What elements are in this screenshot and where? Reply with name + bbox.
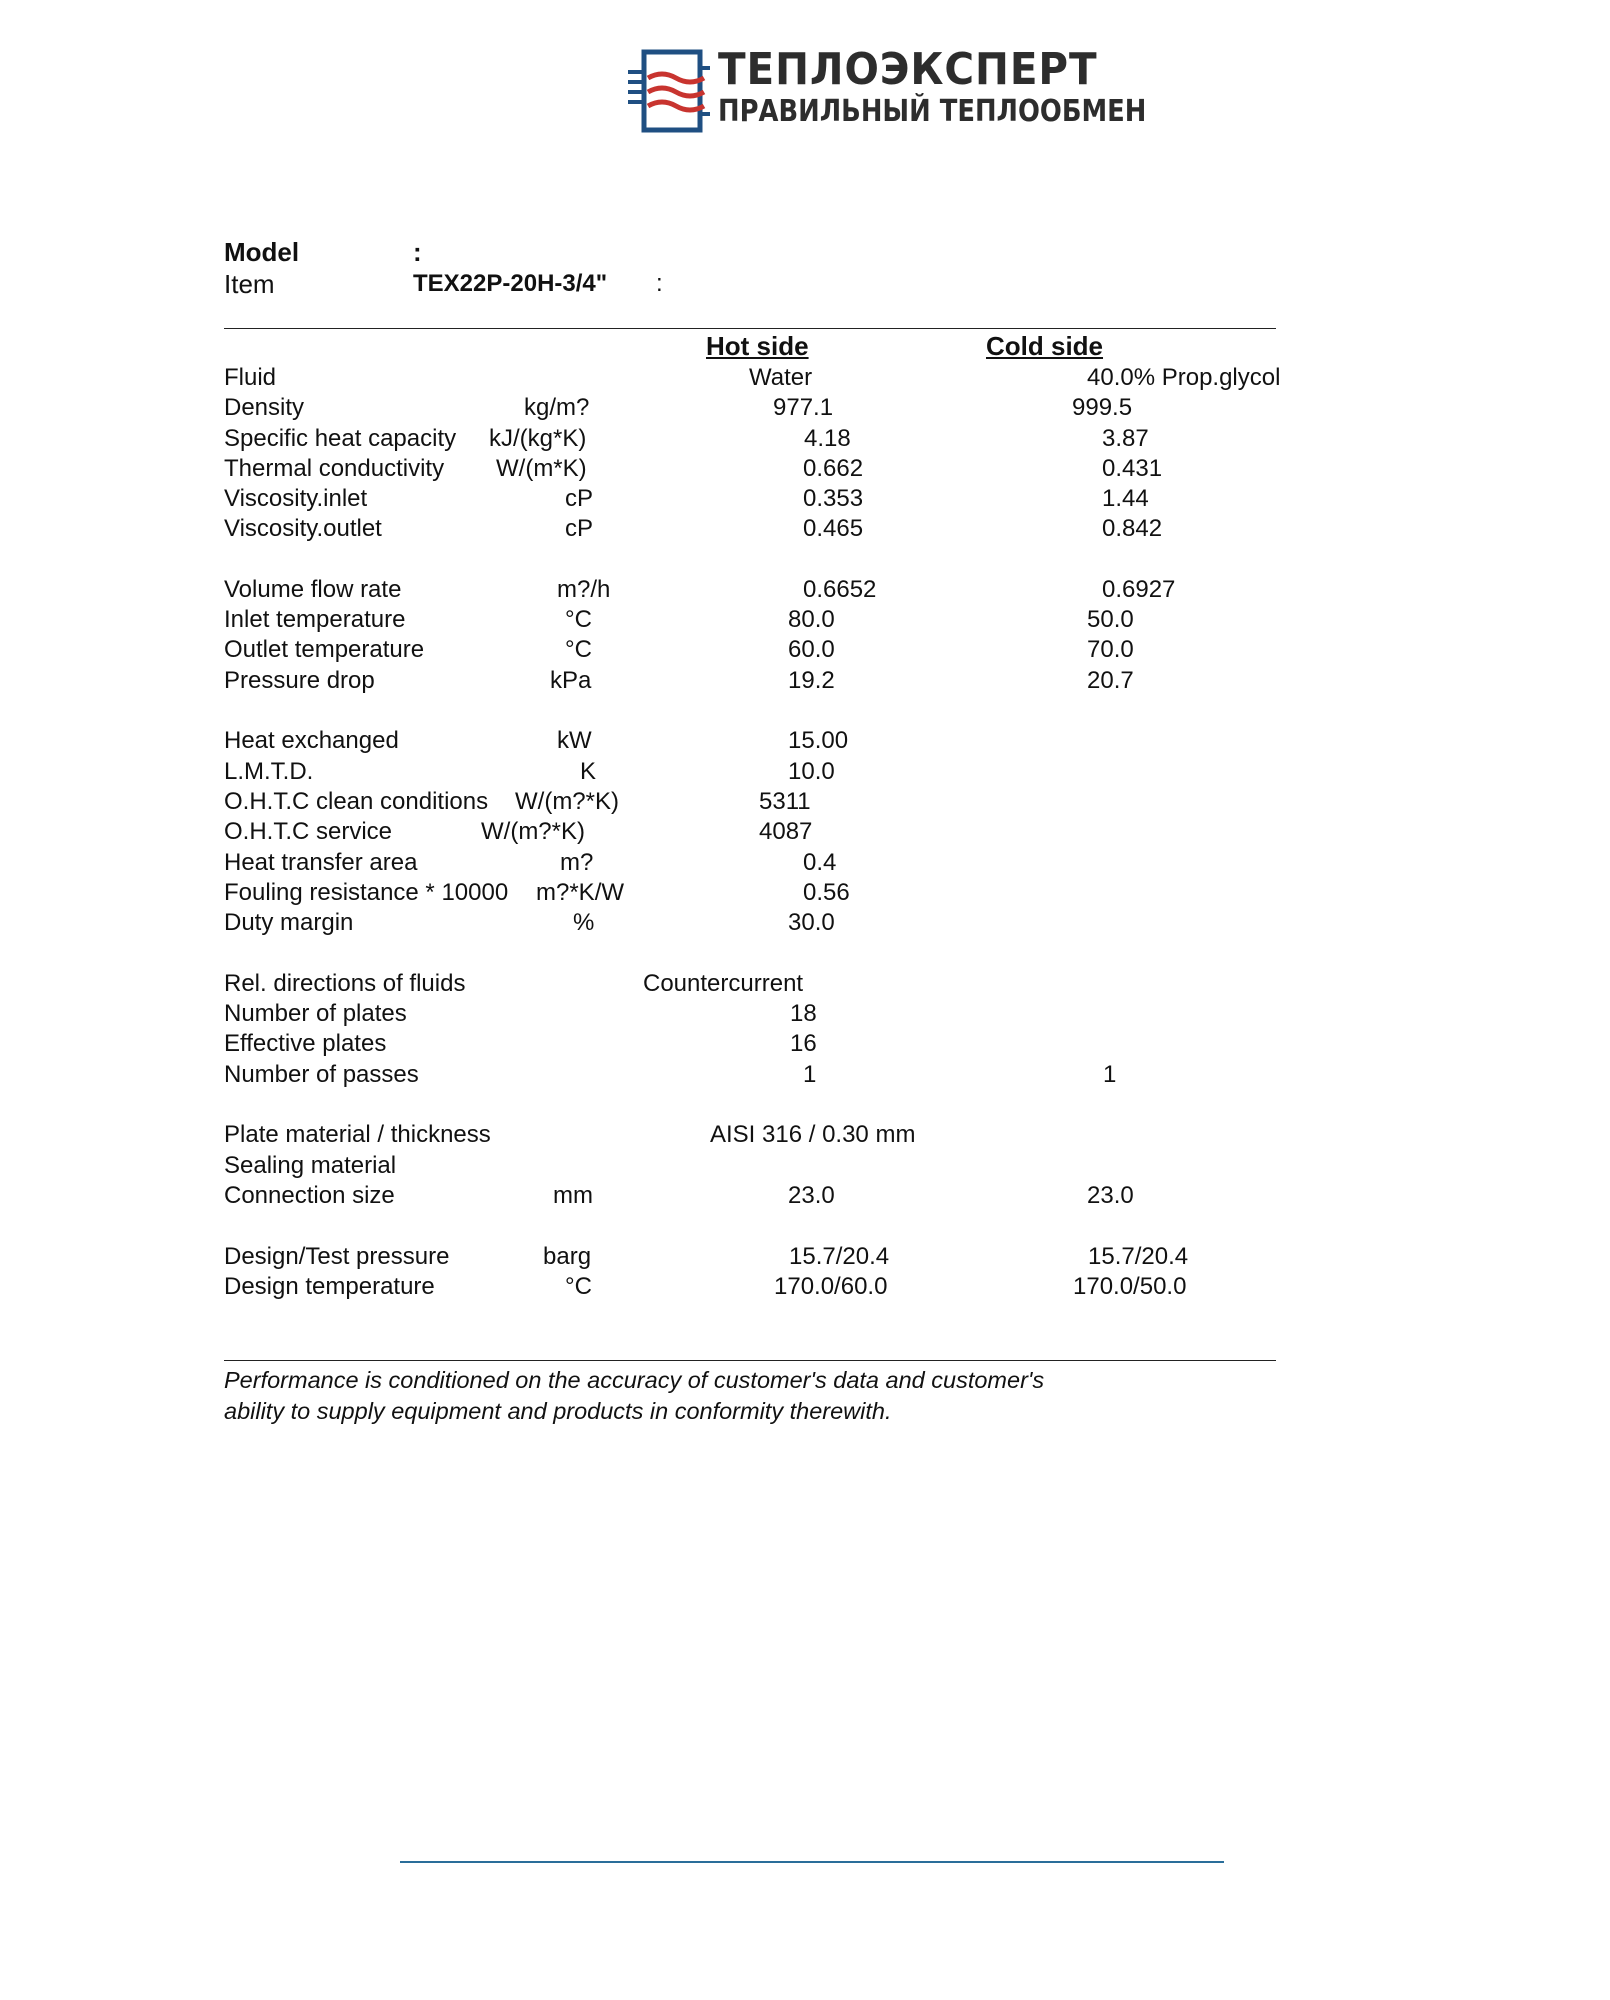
row-label: Plate material / thickness xyxy=(224,1121,491,1148)
hot-value: 60.0 xyxy=(788,636,835,663)
unit: °C xyxy=(565,606,592,633)
hot-value: 0.465 xyxy=(803,515,864,542)
unit: W/(m?*K) xyxy=(481,818,585,845)
unit: W/(m*K) xyxy=(496,455,587,482)
bottom-divider xyxy=(224,1360,1276,1361)
row-label: Fluid xyxy=(224,364,277,391)
model-label: Model xyxy=(224,237,300,267)
unit: kJ/(kg*K) xyxy=(489,425,587,452)
cold-value: 23.0 xyxy=(1087,1182,1134,1209)
hot-value: AISI 316 / 0.30 mm xyxy=(710,1121,916,1148)
row-label: Volume flow rate xyxy=(224,576,402,603)
row-label: Rel. directions of fluids xyxy=(224,970,466,997)
hot-value: 19.2 xyxy=(788,667,835,694)
row-label: Design/Test pressure xyxy=(224,1243,450,1270)
row-label: O.H.T.C service xyxy=(224,818,393,845)
cold-value: 50.0 xyxy=(1087,606,1134,633)
hot-value: 170.0/60.0 xyxy=(774,1273,888,1300)
unit: m?*K/W xyxy=(536,879,625,906)
row-label: Viscosity.outlet xyxy=(224,515,382,542)
cold-value: 170.0/50.0 xyxy=(1073,1273,1187,1300)
row-label: Density xyxy=(224,394,305,421)
cold-value: 15.7/20.4 xyxy=(1088,1243,1189,1270)
unit: kg/m? xyxy=(524,394,590,421)
unit: % xyxy=(573,909,595,936)
hot-value: 18 xyxy=(790,1000,817,1027)
row-label: Number of plates xyxy=(224,1000,407,1027)
hot-value: Water xyxy=(749,364,813,391)
hot-value: 0.662 xyxy=(803,455,864,482)
disclaimer-line-1: Performance is conditioned on the accuracy of customer's data and customer's xyxy=(224,1367,1045,1393)
row-label: Duty margin xyxy=(224,909,354,936)
unit: kPa xyxy=(550,667,592,694)
row-label: Heat transfer area xyxy=(224,849,418,876)
hot-value: 10.0 xyxy=(788,758,835,785)
hot-value: 977.1 xyxy=(773,394,834,421)
hot-value: 5311 xyxy=(759,788,811,815)
hot-value: 0.353 xyxy=(803,485,864,512)
row-label: Thermal conductivity xyxy=(224,455,445,482)
logo-subtitle: ПРАВИЛЬНЫЙ ТЕПЛООБМЕН xyxy=(718,94,1147,129)
hot-value: 15.00 xyxy=(788,727,849,754)
unit: mm xyxy=(553,1182,593,1209)
hot-value: 15.7/20.4 xyxy=(789,1243,890,1270)
cold-value: 20.7 xyxy=(1087,667,1134,694)
row-label: Design temperature xyxy=(224,1273,435,1300)
row-label: Specific heat capacity xyxy=(224,425,457,452)
row-label: Heat exchanged xyxy=(224,727,399,754)
cold-value: 0.842 xyxy=(1102,515,1163,542)
cold-value: 0.6927 xyxy=(1102,576,1176,603)
hot-value: 0.4 xyxy=(803,849,837,876)
top-divider xyxy=(224,328,1276,329)
hot-value: 16 xyxy=(790,1030,817,1057)
disclaimer-line-2: ability to supply equipment and products in conformity therewith. xyxy=(224,1398,892,1424)
unit: cP xyxy=(565,485,594,512)
row-label: Effective plates xyxy=(224,1030,387,1057)
row-label: Inlet temperature xyxy=(224,606,406,633)
hot-value: 30.0 xyxy=(788,909,835,936)
hot-value: 80.0 xyxy=(788,606,835,633)
cold-value: 3.87 xyxy=(1102,425,1149,452)
cold-side-header: Cold side xyxy=(986,331,1104,361)
unit: °C xyxy=(565,1273,592,1300)
row-label: O.H.T.C clean conditions xyxy=(224,788,489,815)
hot-value: 1 xyxy=(803,1061,817,1088)
cold-value: 1.44 xyxy=(1102,485,1149,512)
company-logo xyxy=(628,44,1147,134)
unit: barg xyxy=(543,1243,592,1270)
hot-side-header: Hot side xyxy=(706,331,809,361)
row-label: Connection size xyxy=(224,1182,395,1209)
hot-value: 4087 xyxy=(759,818,813,845)
unit: m? xyxy=(560,849,594,876)
hot-value: 0.56 xyxy=(803,879,850,906)
model-colon: : xyxy=(413,237,422,267)
hot-value: Countercurrent xyxy=(643,970,804,997)
row-label: Outlet temperature xyxy=(224,636,425,663)
hot-value: 23.0 xyxy=(788,1182,835,1209)
unit: m?/h xyxy=(557,576,611,603)
logo-title: ТЕПЛОЭКСПЕРТ xyxy=(718,44,1098,95)
heat-exchanger-logo-icon xyxy=(628,48,710,136)
cold-value: 40.0% Prop.glycol xyxy=(1087,364,1281,391)
item-colon: : xyxy=(656,270,663,297)
row-label: L.M.T.D. xyxy=(224,758,314,785)
unit: K xyxy=(580,758,597,785)
cold-value: 0.431 xyxy=(1102,455,1163,482)
cold-value: 999.5 xyxy=(1072,394,1133,421)
item-value: TEX22P-20H-3/4" xyxy=(413,270,608,297)
unit: W/(m?*K) xyxy=(515,788,619,815)
row-label: Number of passes xyxy=(224,1061,419,1088)
row-label: Sealing material xyxy=(224,1152,397,1179)
unit: cP xyxy=(565,515,594,542)
cold-value: 1 xyxy=(1103,1061,1117,1088)
row-label: Viscosity.inlet xyxy=(224,485,368,512)
row-label: Fouling resistance * 10000 xyxy=(224,879,509,906)
row-label: Pressure drop xyxy=(224,667,375,694)
unit: °C xyxy=(565,636,592,663)
cold-value: 70.0 xyxy=(1087,636,1134,663)
footer-divider xyxy=(400,1861,1224,1863)
item-label: Item xyxy=(224,269,275,299)
hot-value: 0.6652 xyxy=(803,576,877,603)
unit: kW xyxy=(557,727,592,754)
hot-value: 4.18 xyxy=(804,425,851,452)
